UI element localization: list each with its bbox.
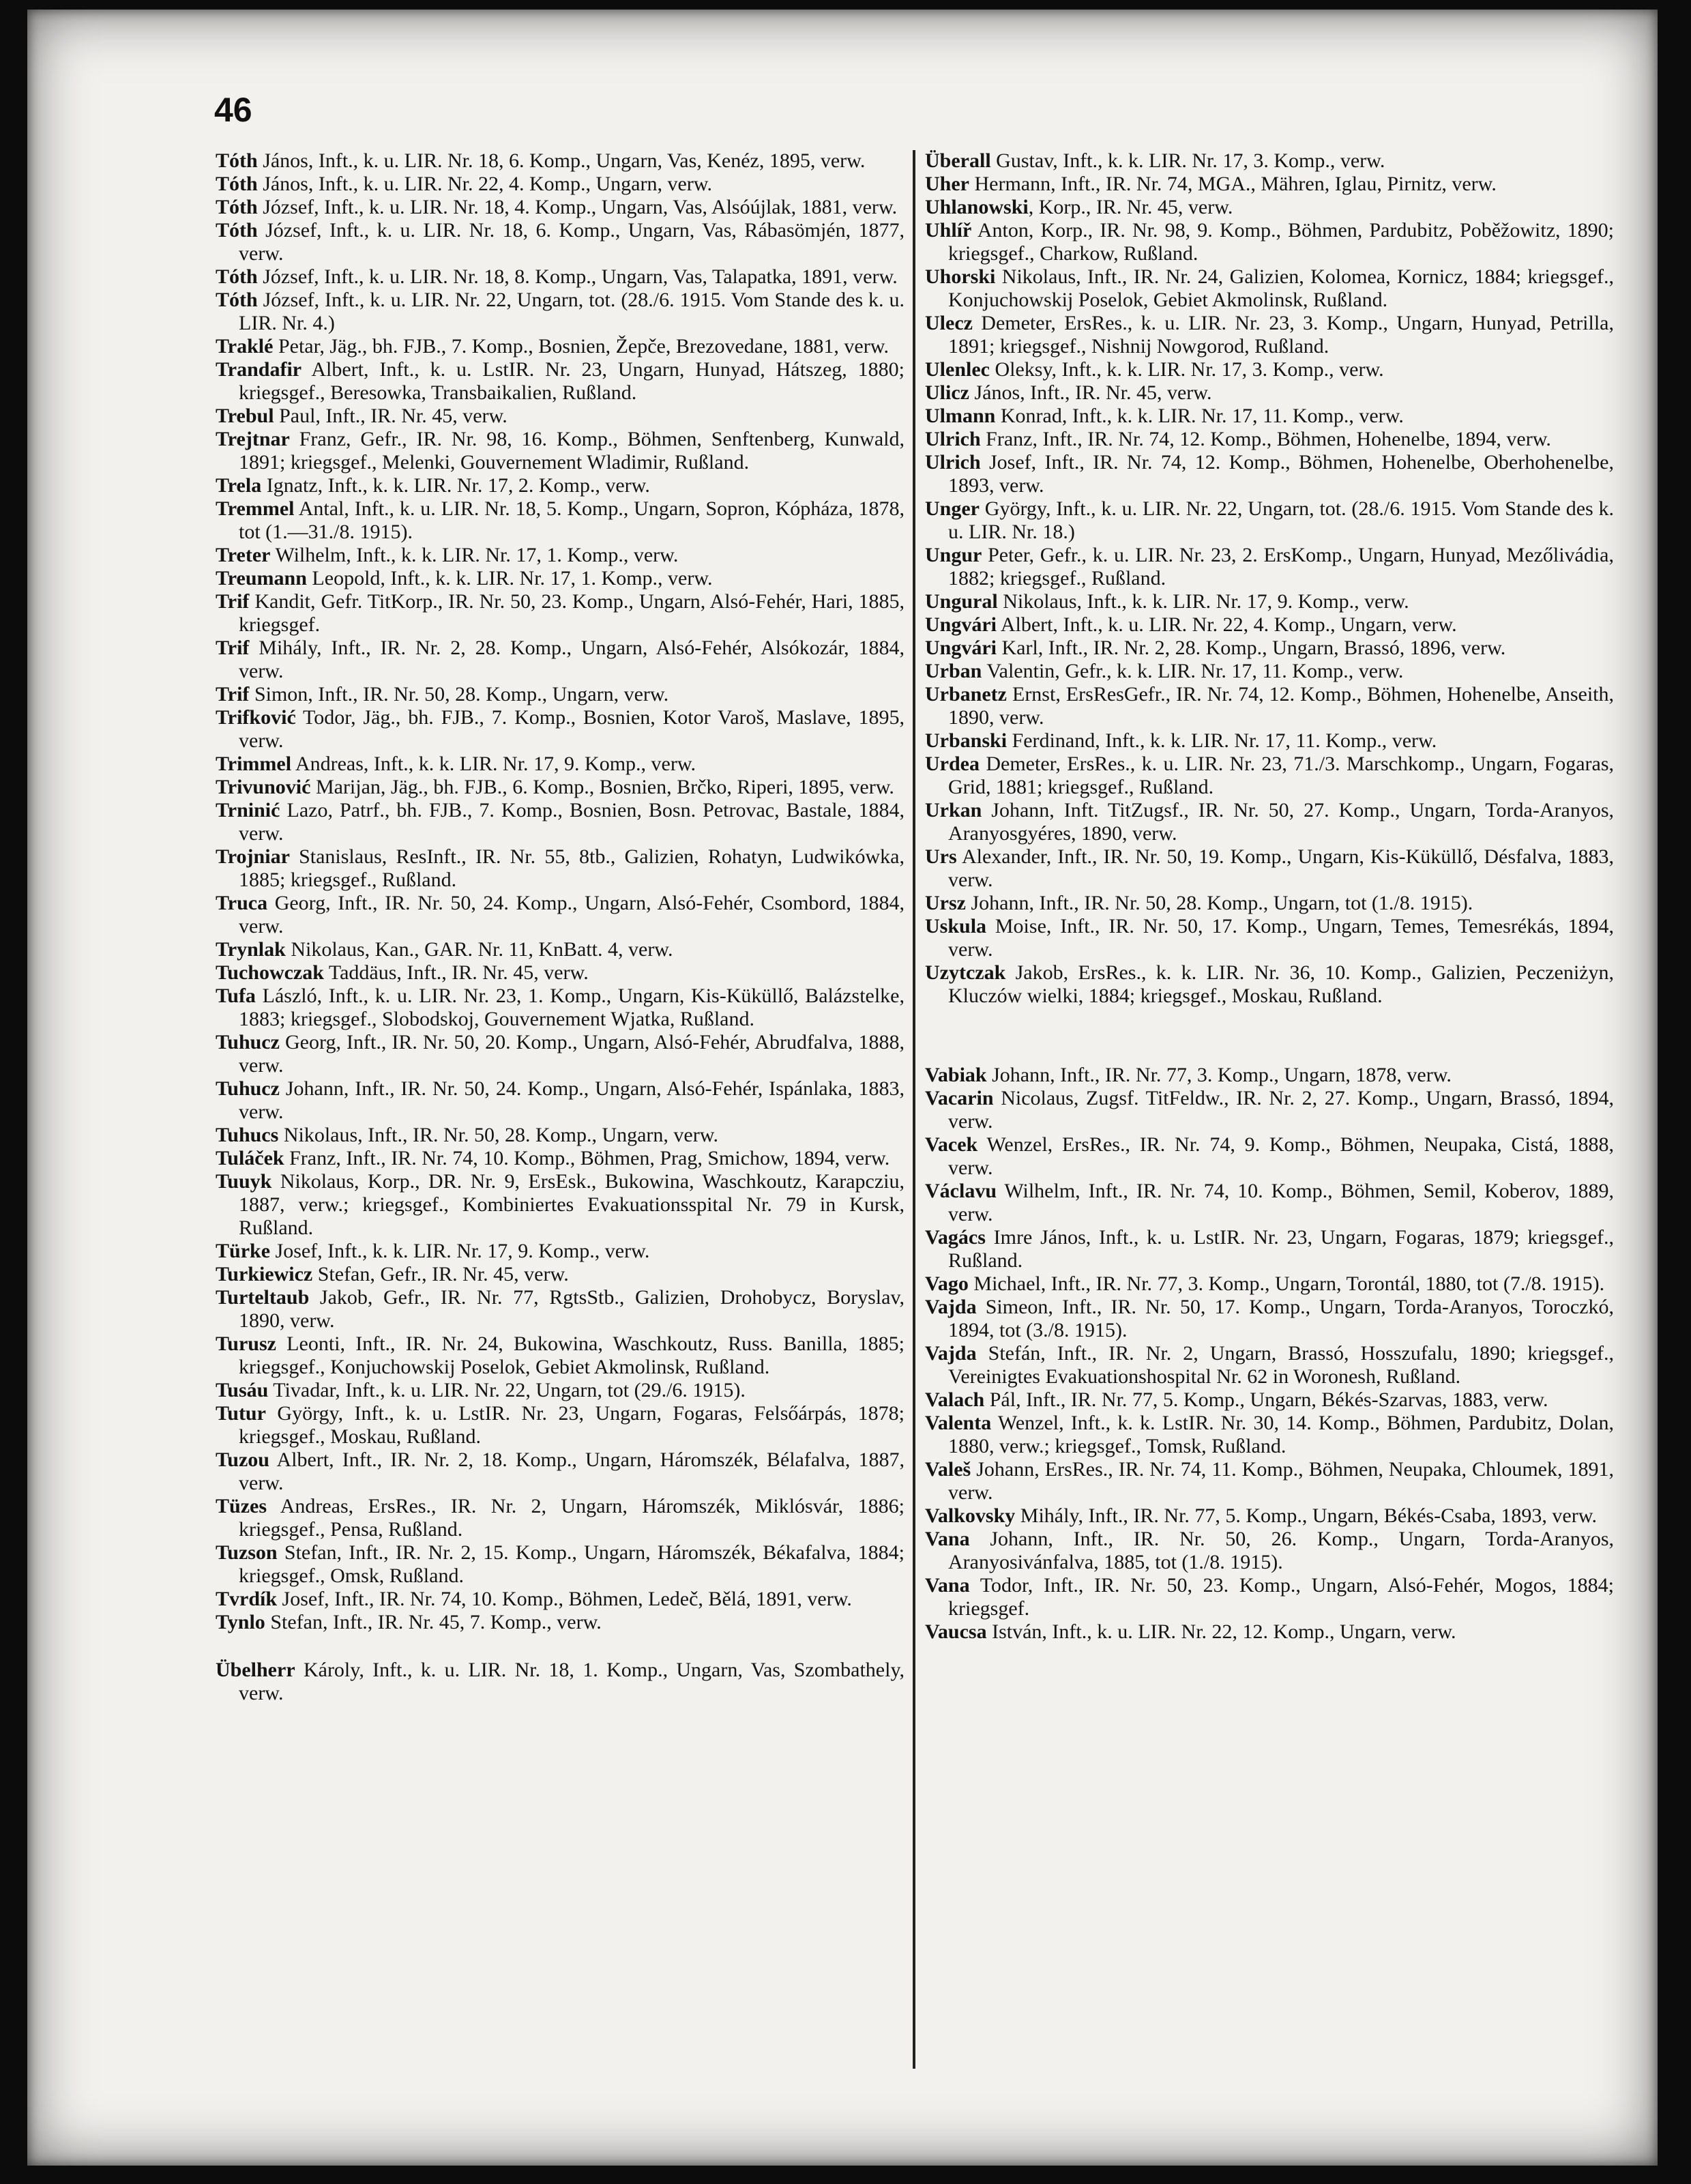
register-entry (216, 1170, 905, 1240)
entry-surname: Tynlo (216, 1611, 265, 1633)
entry-details: Simeon, Inft., IR. Nr. 50, 17. Komp., Ungarn, Torda-Aranyos, Toroczkó, 1894, tot (3./8. 1915). (948, 1296, 1614, 1341)
entry-details: Mihály, Inft., IR. Nr. 77, 5. Komp., Ungarn, Békés-Csaba, 1893, verw. (1015, 1504, 1597, 1527)
register-entry (216, 567, 905, 590)
entry-surname: Urdea (925, 753, 980, 775)
entry-details: Franz, Gefr., IR. Nr. 98, 16. Komp., Böhmen, Senftenberg, Kunwald, 1891; kriegsgef., Melenki, Gouvernement Wladimir, Rußland. (239, 428, 905, 474)
register-entry (925, 1296, 1614, 1342)
right-column (925, 149, 1614, 1644)
entry-surname: Ulrich (925, 428, 981, 450)
entry-details: László, Inft., k. u. LIR. Nr. 23, 1. Komp., Ungarn, Kis-Küküllő, Balázstelke, 1883; kriegsgef., Slobodskoj, Gouvernement Wjatka, Rußland. (239, 985, 905, 1030)
register-entry (216, 1379, 905, 1402)
right-entry-list-v (925, 1064, 1614, 1644)
entry-surname: Tóth (216, 265, 258, 288)
entry-surname: Urs (925, 845, 957, 868)
entry-details: Johann, Inft., IR. Nr. 50, 24. Komp., Ungarn, Alsó-Fehér, Ispánlaka, 1883, verw. (239, 1077, 905, 1123)
entry-surname: Vagács (925, 1226, 986, 1249)
entry-surname: Ungural (925, 590, 998, 613)
entry-details: Johann, ErsRes., IR. Nr. 74, 11. Komp., Böhmen, Neupaka, Chloumek, 1891, verw. (948, 1458, 1614, 1504)
entry-details: Johann, Inft., IR. Nr. 50, 26. Komp., Ungarn, Torda-Aranyos, Aranyosivánfalva, 1885, tot (1./8. 1915). (948, 1528, 1614, 1573)
entry-surname: Urbanetz (925, 683, 1007, 705)
register-entry (925, 590, 1614, 613)
register-entry (925, 1528, 1614, 1574)
entry-details: Demeter, ErsRes., k. u. LIR. Nr. 23, 3. Komp., Ungarn, Hunyad, Petrilla, 1891; kriegsgef., Nishnij Nowgorod, Rußland. (948, 312, 1614, 358)
entry-surname: Tóth (216, 149, 258, 172)
entry-surname: Türke (216, 1240, 271, 1262)
entry-surname: Tóth (216, 219, 258, 242)
entry-surname: Tuhucz (216, 1077, 280, 1100)
entry-details: Marijan, Jäg., bh. FJB., 6. Komp., Bosnien, Brčko, Riperi, 1895, verw. (310, 776, 894, 798)
entry-surname: Tuláček (216, 1147, 284, 1169)
entry-details: Michael, Inft., IR. Nr. 77, 3. Komp., Ungarn, Torontál, 1880, tot (7./8. 1915). (968, 1272, 1605, 1295)
entry-details: Wilhelm, Inft., IR. Nr. 74, 10. Komp., Böhmen, Semil, Koberov, 1889, verw. (948, 1180, 1614, 1225)
page-number: 46 (214, 91, 252, 129)
register-entry (925, 683, 1614, 729)
register-entry (216, 335, 905, 358)
register-entry (216, 1402, 905, 1448)
entry-details: Andreas, ErsRes., IR. Nr. 2, Ungarn, Háromszék, Miklósvár, 1886; kriegsgef., Pensa, Rußland. (239, 1495, 905, 1541)
register-entry (925, 613, 1614, 637)
register-entry (216, 637, 905, 683)
register-entry (216, 753, 905, 776)
register-entry (925, 1226, 1614, 1272)
entry-surname: Turkiewicz (216, 1263, 313, 1285)
register-entry (216, 265, 905, 289)
entry-surname: Trojniar (216, 845, 290, 868)
entry-surname: Trifković (216, 706, 296, 729)
register-entry (925, 451, 1614, 497)
entry-details: Stefán, Inft., IR. Nr. 2, Ungarn, Brassó, Hosszufalu, 1890; kriegsgef., Vereinigtes Evakuationshospital Nr. 62 in Woronesh, Rußland. (948, 1342, 1614, 1388)
entry-details: Anton, Korp., IR. Nr. 98, 9. Komp., Böhmen, Pardubitz, Poběžowitz, 1890; kriegsgef., Charkow, Rußland. (948, 219, 1614, 265)
entry-surname: Tuuyk (216, 1170, 272, 1193)
entry-details: Nikolaus, Inft., IR. Nr. 50, 28. Komp., Ungarn, verw. (278, 1124, 718, 1146)
register-entry (925, 497, 1614, 544)
register-entry (216, 1495, 905, 1541)
register-entry (216, 776, 905, 799)
entry-surname: Überall (925, 149, 991, 172)
register-entry (925, 892, 1614, 915)
entry-details: Franz, Inft., IR. Nr. 74, 12. Komp., Böhmen, Hohenelbe, 1894, verw. (980, 428, 1551, 450)
entry-details: István, Inft., k. u. LIR. Nr. 22, 12. Komp., Ungarn, verw. (986, 1620, 1456, 1643)
register-entry (925, 915, 1614, 961)
entry-surname: Vana (925, 1574, 970, 1597)
entry-surname: Tuzson (216, 1541, 278, 1564)
register-entry (216, 173, 905, 196)
entry-surname: Ungvári (925, 613, 997, 636)
entry-surname: Trandafir (216, 358, 302, 381)
entry-surname: Turteltaub (216, 1286, 310, 1309)
register-entry (925, 729, 1614, 753)
entry-surname: Urbanski (925, 729, 1008, 752)
left-entry-list-u (216, 1659, 905, 1705)
entry-details: , Korp., IR. Nr. 45, verw. (1028, 196, 1233, 218)
entry-details: Todor, Jäg., bh. FJB., 7. Komp., Bosnien, Kotor Varoš, Maslave, 1895, verw. (239, 706, 905, 752)
entry-details: Albert, Inft., IR. Nr. 2, 18. Komp., Ungarn, Háromszék, Bélafalva, 1887, verw. (239, 1448, 905, 1494)
entry-surname: Valach (925, 1388, 985, 1411)
entry-surname: Vacarin (925, 1087, 994, 1109)
register-entry (925, 1504, 1614, 1528)
register-entry (925, 219, 1614, 265)
register-entry (216, 961, 905, 985)
entry-surname: Uher (925, 173, 969, 195)
entry-surname: Uhlanowski (925, 196, 1029, 218)
register-entry (216, 1611, 905, 1634)
entry-surname: Tvrdík (216, 1588, 278, 1610)
register-entry (925, 1574, 1614, 1620)
entry-details: József, Inft., k. u. LIR. Nr. 22, Ungarn, tot. (28./6. 1915. Vom Stande des k. u. LIR. Nr. 4.) (239, 289, 905, 334)
register-entry (216, 938, 905, 961)
register-entry (216, 1240, 905, 1263)
entry-surname: Ulicz (925, 381, 969, 404)
entry-surname: Tóth (216, 289, 258, 311)
entry-surname: Vajda (925, 1342, 977, 1365)
entry-details: Kandit, Gefr. TitKorp., IR. Nr. 50, 23. Komp., Ungarn, Alsó-Fehér, Hari, 1885, kriegsgef. (239, 590, 905, 636)
register-entry (925, 312, 1614, 358)
left-column (216, 149, 905, 1705)
register-entry (925, 1064, 1614, 1087)
entry-details: Ignatz, Inft., k. k. LIR. Nr. 17, 2. Komp., verw. (261, 474, 650, 497)
entry-details: Ernst, ErsResGefr., IR. Nr. 74, 12. Komp., Böhmen, Hohenelbe, Anseith, 1890, verw. (948, 683, 1614, 729)
register-entry (925, 1272, 1614, 1296)
register-entry (216, 358, 905, 405)
entry-details: Todor, Inft., IR. Nr. 50, 23. Komp., Ungarn, Alsó-Fehér, Mogos, 1884; kriegsgef. (948, 1574, 1614, 1620)
entry-details: Károly, Inft., k. u. LIR. Nr. 18, 1. Komp., Ungarn, Vas, Szombathely, verw. (239, 1659, 905, 1704)
register-entry (216, 1659, 905, 1705)
entry-surname: Ulrich (925, 451, 981, 474)
entry-details: Antal, Inft., k. u. LIR. Nr. 18, 5. Komp., Ungarn, Sopron, Kópháza, 1878, tot (1.—31./8. 1915). (239, 497, 905, 543)
left-entry-list (216, 149, 905, 1634)
entry-surname: Truca (216, 892, 268, 914)
entry-details: Nikolaus, Inft., k. k. LIR. Nr. 17, 9. Komp., verw. (997, 590, 1409, 613)
entry-surname: Trif (216, 590, 250, 613)
entry-details: Pál, Inft., IR. Nr. 77, 5. Komp., Ungarn, Békés-Szarvas, 1883, verw. (984, 1388, 1548, 1411)
register-entry (925, 544, 1614, 590)
entry-surname: Unger (925, 497, 980, 520)
register-entry (216, 196, 905, 219)
entry-details: Konrad, Inft., k. k. LIR. Nr. 17, 11. Komp., verw. (995, 405, 1404, 427)
register-entry (216, 590, 905, 637)
entry-details: Taddäus, Inft., IR. Nr. 45, verw. (323, 961, 589, 984)
entry-details: Hermann, Inft., IR. Nr. 74, MGA., Mähren, Iglau, Pirnitz, verw. (969, 173, 1497, 195)
entry-surname: Tóth (216, 196, 258, 218)
register-entry (216, 845, 905, 892)
entry-details: Georg, Inft., IR. Nr. 50, 20. Komp., Ungarn, Alsó-Fehér, Abrudfalva, 1888, verw. (239, 1031, 905, 1077)
entry-surname: Ulecz (925, 312, 973, 334)
register-entry (216, 497, 905, 544)
register-entry (925, 1412, 1614, 1458)
register-entry (925, 1620, 1614, 1644)
entry-surname: Valkovsky (925, 1504, 1016, 1527)
register-entry (925, 1180, 1614, 1226)
entry-surname: Ungur (925, 544, 982, 566)
entry-details: Johann, Inft., IR. Nr. 50, 28. Komp., Ungarn, tot (1./8. 1915). (965, 892, 1473, 914)
register-entry (925, 196, 1614, 219)
register-entry (925, 428, 1614, 451)
entry-details: Andreas, Inft., k. k. LIR. Nr. 17, 9. Komp., verw. (291, 753, 696, 775)
entry-surname: Tusáu (216, 1379, 269, 1401)
entry-details: Lazo, Patrf., bh. FJB., 7. Komp., Bosnien, Bosn. Petrovac, Bastale, 1884, verw. (239, 799, 905, 845)
entry-surname: Valenta (925, 1412, 992, 1434)
entry-details: Stanislaus, ResInft., IR. Nr. 55, 8tb., Galizien, Rohatyn, Ludwikówka, 1885; kriegsgef., Rußland. (239, 845, 905, 891)
entry-details: György, Inft., k. u. LstIR. Nr. 23, Ungarn, Fogaras, Felsőárpás, 1878; kriegsgef., Moskau, Rußland. (239, 1402, 905, 1448)
entry-surname: Traklé (216, 335, 274, 358)
register-entry (216, 219, 905, 265)
register-entry (216, 1263, 905, 1286)
entry-surname: Tüzes (216, 1495, 267, 1517)
register-entry (216, 405, 905, 428)
entry-details: Stefan, Inft., IR. Nr. 2, 15. Komp., Ungarn, Háromszék, Békafalva, 1884; kriegsgef., Omsk, Rußland. (239, 1541, 905, 1587)
entry-surname: Trebul (216, 405, 274, 427)
entry-details: József, Inft., k. u. LIR. Nr. 18, 8. Komp., Ungarn, Vas, Talapatka, 1891, verw. (257, 265, 898, 288)
register-entry (925, 1087, 1614, 1133)
register-entry (216, 474, 905, 497)
entry-surname: Tuchowczak (216, 961, 324, 984)
entry-details: Karl, Inft., IR. Nr. 2, 28. Komp., Ungarn, Brassó, 1896, verw. (997, 637, 1506, 659)
register-entry (216, 1588, 905, 1611)
entry-details: Albert, Inft., k. u. LIR. Nr. 22, 4. Komp., Ungarn, verw. (997, 613, 1457, 636)
entry-surname: Tremmel (216, 497, 295, 520)
entry-surname: Treter (216, 544, 271, 566)
entry-details: Gustav, Inft., k. k. LIR. Nr. 17, 3. Komp., verw. (990, 149, 1385, 172)
register-entry (216, 1448, 905, 1495)
entry-details: József, Inft., k. u. LIR. Nr. 18, 4. Komp., Ungarn, Vas, Alsóújlak, 1881, verw. (257, 196, 898, 218)
entry-surname: Vabiak (925, 1064, 987, 1086)
entry-surname: Vaucsa (925, 1620, 987, 1643)
entry-details: Imre János, Inft., k. u. LstIR. Nr. 23, Ungarn, Fogaras, 1879; kriegsgef., Rußland. (948, 1226, 1614, 1272)
entry-details: Valentin, Gefr., k. k. LIR. Nr. 17, 11. Komp., verw. (982, 660, 1404, 682)
entry-surname: Tufa (216, 985, 256, 1007)
entry-details: Leonti, Inft., IR. Nr. 24, Bukowina, Waschkoutz, Russ. Banilla, 1885; kriegsgef., Konjuchowskij Poselok, Gebiet Akmolinsk, Rußland. (239, 1333, 905, 1378)
register-entry (925, 799, 1614, 845)
entry-surname: Urkan (925, 799, 982, 821)
entry-surname: Tuhucz (216, 1031, 280, 1053)
entry-details: Demeter, ErsRes., k. u. LIR. Nr. 23, 71./3. Marschkomp., Ungarn, Fogaras, Grid, 1881; kriegsgef., Rußland. (948, 753, 1614, 798)
register-entry (925, 173, 1614, 196)
entry-surname: Treumann (216, 567, 307, 589)
entry-surname: Václavu (925, 1180, 997, 1202)
entry-details: Jakob, Gefr., IR. Nr. 77, RgtsStb., Galizien, Drohobycz, Boryslav, 1890, verw. (239, 1286, 905, 1332)
entry-details: Johann, Inft. TitZugsf., IR. Nr. 50, 27. Komp., Ungarn, Torda-Aranyos, Aranyosgyéres, 1890, verw. (948, 799, 1614, 845)
entry-surname: Trivunović (216, 776, 311, 798)
entry-surname: Uhorski (925, 265, 996, 288)
entry-surname: Vacek (925, 1133, 978, 1156)
entry-details: Oleksy, Inft., k. k. LIR. Nr. 17, 3. Komp., verw. (989, 358, 1384, 381)
register-entry (216, 706, 905, 753)
entry-details: Tivadar, Inft., k. u. LIR. Nr. 22, Ungarn, tot (29./6. 1915). (268, 1379, 746, 1401)
entry-surname: Urban (925, 660, 982, 682)
entry-details: Jakob, ErsRes., k. k. LIR. Nr. 36, 10. Komp., Galizien, Peczeniżyn, Kluczów wielki, 1884; kriegsgef., Moskau, Rußland. (948, 961, 1614, 1007)
entry-details: Wilhelm, Inft., k. k. LIR. Nr. 17, 1. Komp., verw. (270, 544, 679, 566)
entry-details: Nikolaus, Kan., GAR. Nr. 11, KnBatt. 4, verw. (285, 938, 673, 961)
register-entry (216, 1541, 905, 1588)
entry-details: Stefan, Inft., IR. Nr. 45, 7. Komp., verw. (265, 1611, 602, 1633)
entry-details: Leopold, Inft., k. k. LIR. Nr. 17, 1. Komp., verw. (306, 567, 713, 589)
register-entry (216, 799, 905, 845)
entry-details: Alexander, Inft., IR. Nr. 50, 19. Komp., Ungarn, Kis-Küküllő, Désfalva, 1883, verw. (948, 845, 1614, 891)
section-gap (216, 1634, 905, 1659)
register-entry (216, 1077, 905, 1124)
register-entry (925, 753, 1614, 799)
entry-details: Nikolaus, Inft., IR. Nr. 24, Galizien, Kolomea, Kornicz, 1884; kriegsgef., Konjuchowskij Poselok, Gebiet Akmolinsk, Rußland. (948, 265, 1614, 311)
entry-details: Albert, Inft., k. u. LstIR. Nr. 23, Ungarn, Hunyad, Hátszeg, 1880; kriegsgef., Beresowka, Transbaikalien, Rußland. (239, 358, 905, 404)
register-entry (216, 1333, 905, 1379)
entry-surname: Uskula (925, 915, 987, 937)
entry-surname: Vago (925, 1272, 969, 1295)
entry-details: Peter, Gefr., k. u. LIR. Nr. 23, 2. ErsKomp., Ungarn, Hunyad, Mezőlivádia, 1882; kriegsgef., Rußland. (948, 544, 1614, 589)
entry-details: Petar, Jäg., bh. FJB., 7. Komp., Bosnien, Žepče, Brezovedane, 1881, verw. (273, 335, 889, 358)
register-entry (216, 428, 905, 474)
entry-details: György, Inft., k. u. LIR. Nr. 22, Ungarn, tot. (28./6. 1915. Vom Stande des k. u. LIR. Nr. 18.) (948, 497, 1614, 543)
register-entry (925, 637, 1614, 660)
entry-surname: Trela (216, 474, 262, 497)
entry-surname: Trejtnar (216, 428, 290, 450)
register-entry (216, 149, 905, 173)
entry-surname: Uzytczak (925, 961, 1006, 984)
entry-details: Moise, Inft., IR. Nr. 50, 17. Komp., Ungarn, Temes, Temesrékás, 1894, verw. (948, 915, 1614, 961)
register-entry (216, 289, 905, 335)
entry-details: Mihály, Inft., IR. Nr. 2, 28. Komp., Ungarn, Alsó-Fehér, Alsókozár, 1884, verw. (239, 637, 905, 682)
entry-details: János, Inft., k. u. LIR. Nr. 22, 4. Komp., Ungarn, verw. (257, 173, 712, 195)
register-entry (925, 265, 1614, 312)
entry-details: Johann, Inft., IR. Nr. 77, 3. Komp., Ungarn, 1878, verw. (986, 1064, 1452, 1086)
register-entry (216, 1286, 905, 1333)
entry-surname: Trninić (216, 799, 280, 821)
entry-surname: Tuhucs (216, 1124, 279, 1146)
document-page (27, 10, 1658, 2166)
entry-surname: Ursz (925, 892, 966, 914)
entry-details: Ferdinand, Inft., k. k. LIR. Nr. 17, 11. Komp., verw. (1007, 729, 1437, 752)
register-entry (925, 961, 1614, 1008)
register-entry (925, 381, 1614, 405)
register-entry (216, 892, 905, 938)
register-entry (925, 845, 1614, 892)
entry-details: Nikolaus, Korp., DR. Nr. 9, ErsEsk., Bukowina, Waschkoutz, Karapcziu, 1887, verw.; kriegsgef., Kombiniertes Evakuationsspital Nr. 79 in Kursk, Rußland. (239, 1170, 905, 1239)
entry-details: Josef, Inft., IR. Nr. 74, 10. Komp., Böhmen, Ledeč, Bělá, 1891, verw. (277, 1588, 852, 1610)
entry-surname: Tutur (216, 1402, 266, 1425)
entry-surname: Trif (216, 637, 250, 659)
entry-surname: Ulenlec (925, 358, 990, 381)
register-entry (925, 1388, 1614, 1412)
register-entry (925, 1133, 1614, 1180)
entry-details: Wenzel, Inft., k. k. LstIR. Nr. 30, 14. Komp., Böhmen, Pardubitz, Dolan, 1880, verw.; kriegsgef., Tomsk, Rußland. (948, 1412, 1614, 1457)
entry-details: János, Inft., IR. Nr. 45, verw. (969, 381, 1212, 404)
entry-details: Paul, Inft., IR. Nr. 45, verw. (274, 405, 508, 427)
section-gap (925, 1008, 1614, 1064)
entry-details: Josef, Inft., k. k. LIR. Nr. 17, 9. Komp., verw. (270, 1240, 650, 1262)
register-entry (925, 405, 1614, 428)
entry-surname: Trimmel (216, 753, 292, 775)
entry-surname: Valeš (925, 1458, 971, 1481)
register-entry (216, 1031, 905, 1077)
register-entry (216, 683, 905, 706)
entry-details: János, Inft., k. u. LIR. Nr. 18, 6. Komp., Ungarn, Vas, Kenéz, 1895, verw. (257, 149, 866, 172)
column-divider (913, 150, 915, 2069)
entry-surname: Ulmann (925, 405, 996, 427)
entry-surname: Vana (925, 1528, 970, 1550)
register-entry (925, 660, 1614, 683)
entry-details: Simon, Inft., IR. Nr. 50, 28. Komp., Ungarn, verw. (249, 683, 669, 705)
entry-surname: Turusz (216, 1333, 276, 1355)
register-entry (216, 985, 905, 1031)
register-entry (925, 1458, 1614, 1504)
entry-details: Georg, Inft., IR. Nr. 50, 24. Komp., Ungarn, Alsó-Fehér, Csombord, 1884, verw. (239, 892, 905, 937)
register-entry (216, 544, 905, 567)
entry-details: Josef, Inft., IR. Nr. 74, 12. Komp., Böhmen, Hohenelbe, Oberhohenelbe, 1893, verw. (948, 451, 1614, 497)
register-entry (925, 149, 1614, 173)
entry-details: Franz, Inft., IR. Nr. 74, 10. Komp., Böhmen, Prag, Smichow, 1894, verw. (284, 1147, 890, 1169)
entry-surname: Trynlak (216, 938, 286, 961)
entry-surname: Vajda (925, 1296, 977, 1318)
entry-surname: Übelherr (216, 1659, 295, 1681)
entry-surname: Tuzou (216, 1448, 269, 1471)
entry-details: Wenzel, ErsRes., IR. Nr. 74, 9. Komp., Böhmen, Neupaka, Cistá, 1888, verw. (948, 1133, 1614, 1179)
entry-details: Nicolaus, Zugsf. TitFeldw., IR. Nr. 2, 27. Komp., Ungarn, Brassó, 1894, verw. (948, 1087, 1614, 1133)
entry-details: Stefan, Gefr., IR. Nr. 45, verw. (312, 1263, 569, 1285)
register-entry (925, 1342, 1614, 1388)
register-entry (216, 1147, 905, 1170)
register-entry (925, 358, 1614, 381)
entry-details: József, Inft., k. u. LIR. Nr. 18, 6. Komp., Ungarn, Vas, Rábasömjén, 1877, verw. (239, 219, 905, 265)
entry-surname: Tóth (216, 173, 258, 195)
entry-surname: Trif (216, 683, 250, 705)
entry-surname: Ungvári (925, 637, 997, 659)
right-entry-list (925, 149, 1614, 1008)
register-entry (216, 1124, 905, 1147)
entry-surname: Uhlíř (925, 219, 972, 242)
